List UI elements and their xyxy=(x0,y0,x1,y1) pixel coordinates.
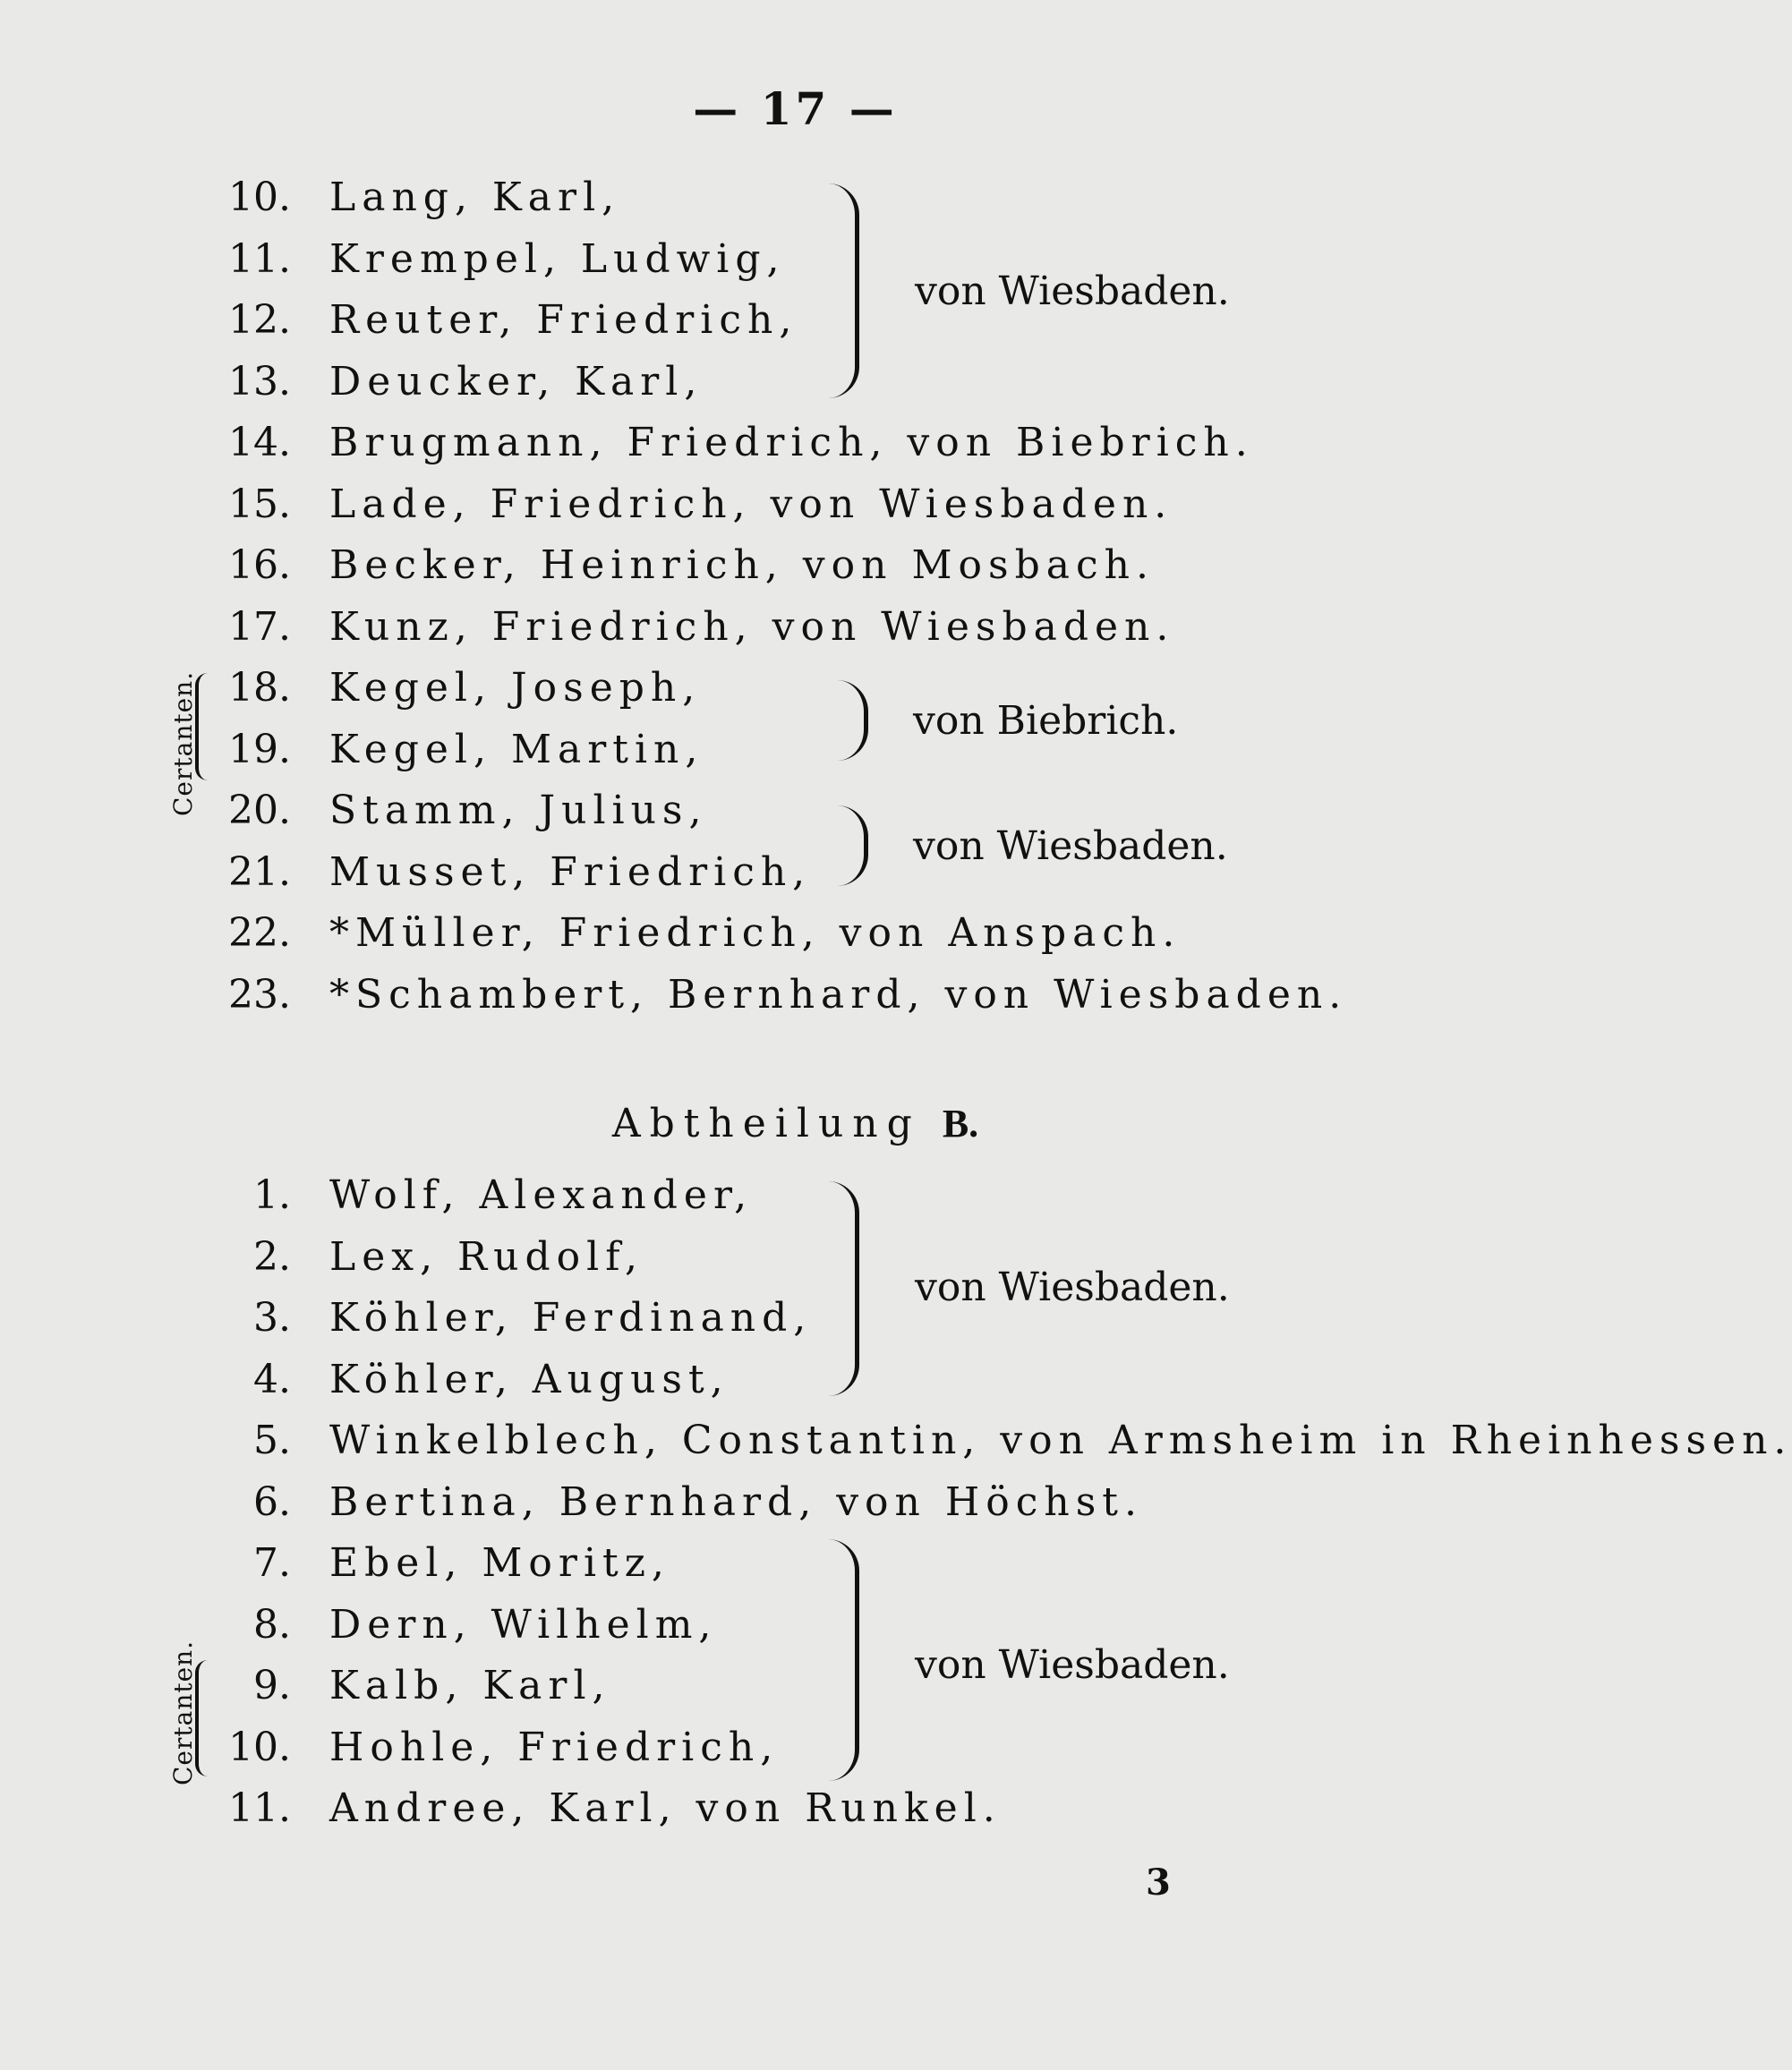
place-a-group-3: von Wiesbaden. xyxy=(913,823,1228,869)
part-a-entry-number: 13. xyxy=(228,358,291,405)
part-a-entry-name: Deucker, Karl, xyxy=(329,358,704,405)
part-a-entry-name: *Schambert, Bernhard, von Wiesbaden. xyxy=(329,971,1348,1018)
part-a-entry-number: 23. xyxy=(228,971,291,1018)
part-b-entry-number: 5. xyxy=(253,1418,291,1463)
side-label-a: Certanten. xyxy=(168,670,198,816)
part-b-entry-number: 4. xyxy=(253,1356,291,1402)
part-b-entry-name: Wolf, Alexander, xyxy=(329,1172,754,1218)
brace-b-group-1 xyxy=(828,1181,859,1396)
part-b-entry-number: 1. xyxy=(253,1172,291,1218)
part-b-entry-name: Bertina, Bernhard, von Höchst. xyxy=(329,1478,1143,1525)
section-b-letter: B. xyxy=(942,1102,979,1146)
side-label-b: Certanten. xyxy=(168,1640,198,1785)
part-b-entry-name: Dern, Wilhelm, xyxy=(329,1601,718,1648)
part-b-entry-name: Hohle, Friedrich, xyxy=(329,1724,780,1770)
brace-b-group-2 xyxy=(828,1539,859,1781)
part-b-entry-name: Winkelblech, Constantin, von Armsheim in Rheinhessen. xyxy=(329,1418,1792,1463)
part-a-entry-name: Kegel, Martin, xyxy=(329,726,704,772)
part-a-entry-name: Becker, Heinrich, von Mosbach. xyxy=(329,542,1155,588)
page-number: — 17 — xyxy=(693,82,898,135)
part-b-entry-number: 2. xyxy=(253,1233,291,1280)
part-b-entry-name: Köhler, August, xyxy=(329,1356,730,1402)
place-a-group-1: von Wiesbaden. xyxy=(915,268,1230,314)
part-a-entry-name: *Müller, Friedrich, von Anspach. xyxy=(329,910,1182,956)
part-b-entry-number: 7. xyxy=(253,1540,291,1586)
brace-a-group-2 xyxy=(837,680,868,761)
signature-mark: 3 xyxy=(1146,1861,1171,1904)
part-a-entry-number: 18. xyxy=(228,665,291,711)
brace-a-group-1 xyxy=(828,183,859,398)
part-a-entry-number: 22. xyxy=(228,910,291,956)
part-a-entry-number: 14. xyxy=(228,420,291,465)
part-a-entry-name: Kegel, Joseph, xyxy=(329,665,702,711)
part-a-entry-name: Stamm, Julius, xyxy=(329,788,708,833)
brace-a-group-3 xyxy=(837,805,868,886)
part-b-entry-number: 10. xyxy=(228,1724,291,1770)
part-a-entry-number: 19. xyxy=(228,726,291,772)
place-b-group-2: von Wiesbaden. xyxy=(915,1642,1230,1688)
part-a-entry-number: 17. xyxy=(228,603,291,650)
part-a-entry-number: 21. xyxy=(228,848,291,895)
part-b-entry-name: Ebel, Moritz, xyxy=(329,1540,670,1586)
section-b-heading xyxy=(0,1101,1591,1146)
place-b-group-1: von Wiesbaden. xyxy=(915,1265,1230,1310)
section-b-title: Abtheilung xyxy=(611,1101,921,1146)
part-b-entry-name: Kalb, Karl, xyxy=(329,1663,611,1708)
part-a-entry-number: 15. xyxy=(228,481,291,527)
part-a-entry-number: 20. xyxy=(228,788,291,833)
place-a-group-2: von Biebrich. xyxy=(913,698,1179,744)
part-a-entry-number: 12. xyxy=(228,297,291,343)
part-a-entry-name: Brugmann, Friedrich, von Biebrich. xyxy=(329,420,1254,465)
part-b-entry-number: 8. xyxy=(253,1601,291,1648)
part-a-entry-name: Musset, Friedrich, xyxy=(329,848,812,895)
part-b-entry-number: 3. xyxy=(253,1295,291,1341)
part-b-entry-name: Köhler, Ferdinand, xyxy=(329,1295,813,1341)
part-a-entry-number: 16. xyxy=(228,542,291,588)
part-a-entry-number: 11. xyxy=(228,235,291,282)
part-a-entry-name: Lade, Friedrich, von Wiesbaden. xyxy=(329,481,1173,527)
part-a-entry-name: Reuter, Friedrich, xyxy=(329,297,798,343)
part-b-entry-name: Andree, Karl, von Runkel. xyxy=(329,1785,1002,1831)
part-b-entry-number: 6. xyxy=(253,1478,291,1525)
part-b-entry-number: 11. xyxy=(228,1785,291,1831)
part-b-entry-number: 9. xyxy=(253,1663,291,1708)
part-b-entry-name: Lex, Rudolf, xyxy=(329,1233,644,1280)
side-brace-a xyxy=(195,673,208,780)
side-brace-b xyxy=(195,1660,208,1776)
part-a-entry-name: Lang, Karl, xyxy=(329,175,621,220)
part-a-entry-number: 10. xyxy=(228,175,291,220)
part-a-entry-name: Kunz, Friedrich, von Wiesbaden. xyxy=(329,603,1175,650)
part-a-entry-name: Krempel, Ludwig, xyxy=(329,235,786,282)
